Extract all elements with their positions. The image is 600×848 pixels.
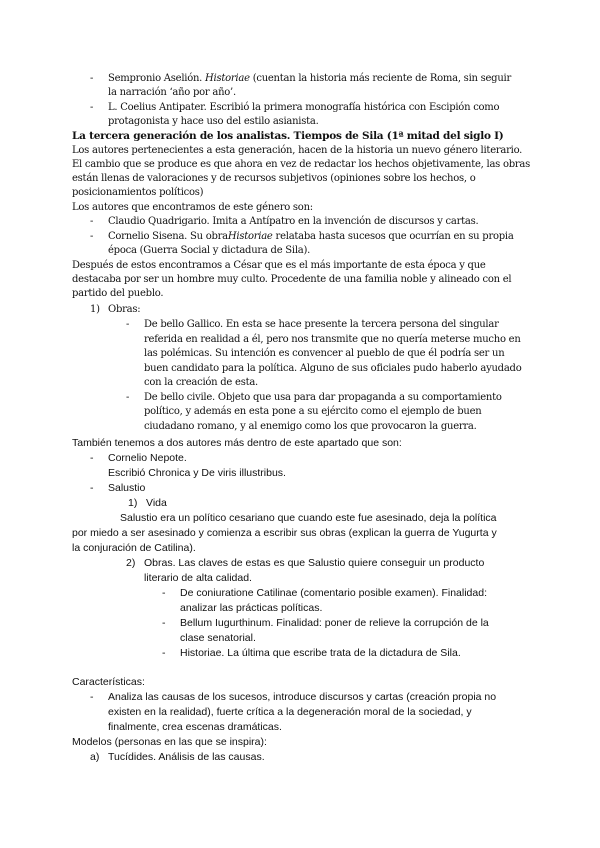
obra-line: De bello Gallico. En esta se hace presente la tercera persona del singular	[144, 319, 499, 330]
paragraph-line: Salustio era un político cesariano que cuando este fue asesinado, deja la política	[120, 512, 497, 524]
paragraph-line: la conjuración de Catilina).	[72, 542, 196, 554]
bullet-marker: -	[162, 617, 166, 629]
vida-label: Vida	[146, 497, 167, 509]
modelos-label: Modelos (personas en las que se inspira):	[72, 736, 267, 748]
paragraph-line: posicionamientos políticos)	[72, 187, 204, 198]
bullet-marker: -	[162, 647, 166, 659]
obra-line: político, y además en esta pone a su ejército como el ejemplo de buen	[144, 406, 482, 417]
author-name: Sempronio Aselión.	[108, 73, 203, 84]
caracteristicas-label: Características:	[72, 676, 145, 688]
author-quadrigario: Claudio Quadrigario. Imita a Antípatro en la invención de discursos y cartas.	[108, 216, 479, 227]
paragraph-line: destacaba por ser un hombre muy culto. Procedente de una familia noble y alineado con el	[72, 274, 512, 285]
list-letter: a)	[90, 751, 100, 763]
paragraph-line: También tenemos a dos autores más dentro de este apartado que son:	[72, 437, 402, 449]
obras-line: Obras. Las claves de estas es que Salustio quiere conseguir un producto	[144, 557, 485, 569]
obras-line: literario de alta calidad.	[144, 572, 252, 584]
paragraph-line: Los autores pertenecientes a esta generación, hacen de la historia un nuevo género literario.	[72, 145, 523, 156]
bullet-aselion-line2: la narración ‘año por año’.	[108, 87, 236, 98]
caracteristica-line: existen en la realidad), fuerte crítica a la degeneración moral de la sociedad, y	[108, 706, 472, 718]
bullet-marker: -	[90, 482, 94, 494]
obra-item-line: Bellum Iugurthinum. Finalidad: poner de relieve la corrupción de la	[180, 617, 489, 629]
author-salustio: Salustio	[108, 482, 146, 494]
obras-label: Obras:	[108, 304, 141, 315]
author-sisena-line2: época (Guerra Social y dictadura de Sila).	[108, 245, 311, 256]
author-sisena-line1	[108, 230, 514, 244]
list-number: 1)	[90, 304, 100, 315]
obra-line: buen candidato para la política. Alguno de sus oficiales pudo haberlo ayudado	[144, 363, 522, 374]
obra-item-line: Historiae. La última que escribe trata de la dictadura de Sila.	[180, 647, 461, 659]
nepote-desc: Escribió Chronica y De viris illustribus.	[108, 467, 286, 479]
paragraph-line: Después de estos encontramos a César que es el más importante de esta época y que	[72, 260, 486, 271]
sisena-text-rest: relataba hasta sucesos que ocurrían en su propia	[275, 231, 514, 242]
paragraph-line: El cambio que se produce es que ahora en vez de redactar los hechos objetivamente, las obras	[72, 159, 531, 170]
obra-line: referida en realidad a él, pero nos transmite que no quería meterse mucho en	[144, 334, 521, 345]
obra-item-line: clase senatorial.	[180, 632, 256, 644]
bullet-marker: -	[90, 452, 94, 464]
bullet-marker: -	[162, 587, 166, 599]
obra-line: ciudadano romano, y al enemigo como los que provocaron la guerra.	[144, 421, 477, 432]
authors-intro: Los autores que encontramos de este género son:	[72, 202, 313, 213]
obra-line: las polémicas. Su intención es convencer al pueblo de que él podría ser un	[144, 348, 505, 359]
author-nepote: Cornelio Nepote.	[108, 452, 187, 464]
bullet-aselion-line1	[108, 72, 511, 86]
bullet-marker: -	[126, 392, 130, 403]
work-title: Historiae	[227, 231, 273, 242]
work-desc: (cuentan la historia más reciente de Roma, sin seguir	[252, 73, 511, 84]
list-number: 1)	[128, 497, 138, 509]
obra-item-line: analizar las prácticas políticas.	[180, 602, 323, 614]
bullet-marker: -	[90, 216, 94, 227]
obra-line: con la creación de esta.	[144, 377, 258, 388]
sisena-text: Cornelio Sisena. Su obra	[108, 231, 228, 242]
obra-item-line: De coniuratione Catilinae (comentario posible examen). Finalidad:	[180, 587, 487, 599]
paragraph-line: están llenas de valoraciones y de recursos subjetivos (opiniones sobre los hechos, o	[72, 173, 476, 184]
bullet-marker: -	[90, 691, 94, 703]
caracteristica-line: finalmente, crea escenas dramáticas.	[108, 721, 282, 733]
caracteristica-line: Analiza las causas de los sucesos, introduce discursos y cartas (creación propia no	[108, 691, 497, 703]
paragraph-line: partido del pueblo.	[72, 288, 164, 299]
section-heading: La tercera generación de los analistas. Tiempos de Sila (1ª mitad del siglo I)	[72, 130, 504, 142]
bullet-antipater-line1: L. Coelius Antipater. Escribió la primera monografía histórica con Escipión como	[108, 102, 500, 113]
work-title: Historiae	[205, 73, 250, 84]
list-number: 2)	[126, 557, 136, 569]
bullet-marker: -	[126, 319, 130, 330]
bullet-marker: -	[90, 102, 94, 113]
bullet-marker: -	[90, 231, 94, 242]
modelo-item: Tucídides. Análisis de las causas.	[108, 751, 265, 763]
bullet-marker: -	[90, 73, 94, 84]
bullet-antipater-line2: protagonista y hace uso del estilo asianista.	[108, 116, 319, 127]
paragraph-line: por miedo a ser asesinado y comienza a escribir sus obras (explican la guerra de Yugurta y	[72, 527, 497, 539]
obra-line: De bello civile. Objeto que usa para dar propaganda a su comportamiento	[144, 392, 502, 403]
